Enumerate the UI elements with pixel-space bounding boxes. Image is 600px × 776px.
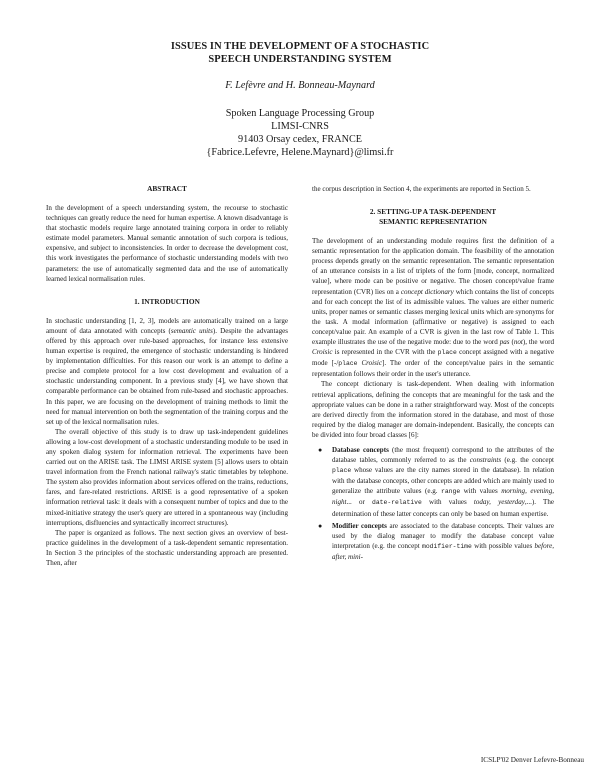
title-line-2: SPEECH UNDERSTANDING SYSTEM — [208, 54, 392, 65]
section2-paragraph-1: The development of an understanding module requires first the definition of a semantic representation for the application domain. The feasibility of the annotation process depends greatly on the semantic representation. The semantic representation of an utterance consists in a list of triplets of the form [mode, concept, normalized value], where mode can be positive or negative. The chosen concept/value frame representation (CVR) lies on a concept dictionary which contains the list of concepts and for each concept the list of its admissible values. The values are either numeric units, proper names or semantic classes merging lexical units which are synonyms for the task. A modal information (affirmative or negative) is assigned to each concept/value pair. An example of a CVR is given in the last row of Table 1. This example illustrates the use of the negative mode: due to the word pas (not), the word Croisic is represented in the CVR with the place concept assigned with a negative mode [-/place Croisic]. The order of the concept/value pairs in the semantic representation follows their order in the user's utterance. — [312, 237, 555, 379]
affiliation — [0, 107, 600, 159]
bullet-icon: ● — [318, 445, 323, 454]
intro-paragraph-1: In stochastic understanding [1, 2, 3], models are automatically trained on a large amount of data annotated with concepts (semantic units). Despite the advantages offered by this approach over rule-based approaches, for instance less extensive human expertise is required, the emergence of stochastic understanding is hindered by implementation difficulties. For this reason our work is an attempt to define a precise and complete protocol for a low cost development and evaluation of a stochastic understanding component. In a previous study [4], we have shown that comparable performance can be obtained from rule-based and stochastic approaches. In this paper, we are focusing on the development of training methods to limit the need for manual intervention on both the segmentation of the training corpus and the set up of the lexical normalisation rules. — [46, 316, 288, 426]
bullet-icon: ● — [318, 521, 323, 530]
list-item: ● Database concepts (the most frequent) correspond to the attributes of the database tables, commonly referred to as the constraints (e.g. the concept place whose values are the city names stored in the database). In relation with the database concepts, other concepts are added which are mainly used to generalize the attribute values (e.g. range with values morning, evening, night... or date-relative with values today, yesterday,...). The determination of these latter concepts can only be based on human expertise. — [318, 445, 554, 518]
right-column — [312, 184, 554, 564]
intro-paragraph-3-continued: the corpus description in Section 4, the experiments are reported in Section 5. — [312, 185, 531, 193]
affiliation-address: 91403 Orsay cedex, FRANCE — [238, 134, 362, 145]
intro-paragraph-3: The paper is organized as follows. The next section gives an overview of best-practice guidelines in the development of a task-dependent semantic representation. In Section 3 the principles of the stochastic understanding approach are presented. Then, after — [46, 528, 288, 567]
intro-heading: 1. INTRODUCTION — [134, 296, 200, 306]
section2-paragraph-2: The concept dictionary is task-dependent. When dealing with information retrieval applications, defining the concepts that are meaningful for the task and the appropriate values can be done in a rather straightforward way. Most of the concepts are derived directly from the information stored in the database, and most of those required by the dialog manager are domain-independent. Basically, the concepts can be divided into four broad classes [6]: — [312, 380, 554, 439]
authors: F. Lefèvre and H. Bonneau-Maynard — [225, 80, 375, 91]
affiliation-email: {Fabrice.Lefevre, Helene.Maynard}@limsi.fr — [206, 147, 394, 158]
affiliation-group: Spoken Language Processing Group — [225, 108, 375, 119]
abstract-heading: ABSTRACT — [147, 184, 187, 193]
affiliation-lab: LIMSI-CNRS — [271, 121, 329, 132]
list-item: ● Modifier concepts are associated to the database concepts. Their values are used by the dialog manager to modify the database concept value interpretation (e.g. the concept modifier-time with possible values before, after, mini- — [318, 521, 554, 561]
concept-class-list — [312, 445, 554, 562]
paper-title — [0, 40, 600, 66]
abstract-text: In the development of a speech understanding system, the recourse to stochastic techniques can greatly reduce the need for human expertise. A known disadvantage is that stochastic models require large annotated training corpora in order to reliably estimate model parameters. Manual semantic annotation of such corpora is tedious, expensive, and subject to inconsistencies. In order to decrease the development cost, this work investigates the performance of stochastic understanding models with two parameters: the use of automatically segmented data and the use of automatically learned lexical normalisation rules. — [46, 204, 288, 283]
page-footer: ICSLP'02 Denver Lefevre-Bonneau — [480, 756, 584, 764]
section2-heading: 2. SETTING-UP A TASK-DEPENDENT SEMANTIC REPRESENTATION — [369, 207, 497, 227]
title-line-1: ISSUES IN THE DEVELOPMENT OF A STOCHASTIC — [170, 41, 430, 52]
intro-paragraph-2: The overall objective of this study is to draw up task-independent guidelines allowing a low-cost development of a stochastic understanding module to be used in any spoken dialog system for information retrieval. The experiments have been carried out on the ARISE task. The LIMSI ARISE system [5] allows users to obtain travel information from the French national railway's static timetables by telephone. The system also provides information about services offered on the trains, reductions, fares, and fare-related restrictions. ARISE is a good representative of a spoken information retrieval task: it deals with a consequent number of topics and due to the mixed-initiative strategy the user's query are uttered in a spontaneous way (including interruptions, disfluencies and syntactically incorrect structures). — [46, 427, 288, 527]
left-column — [46, 184, 288, 568]
